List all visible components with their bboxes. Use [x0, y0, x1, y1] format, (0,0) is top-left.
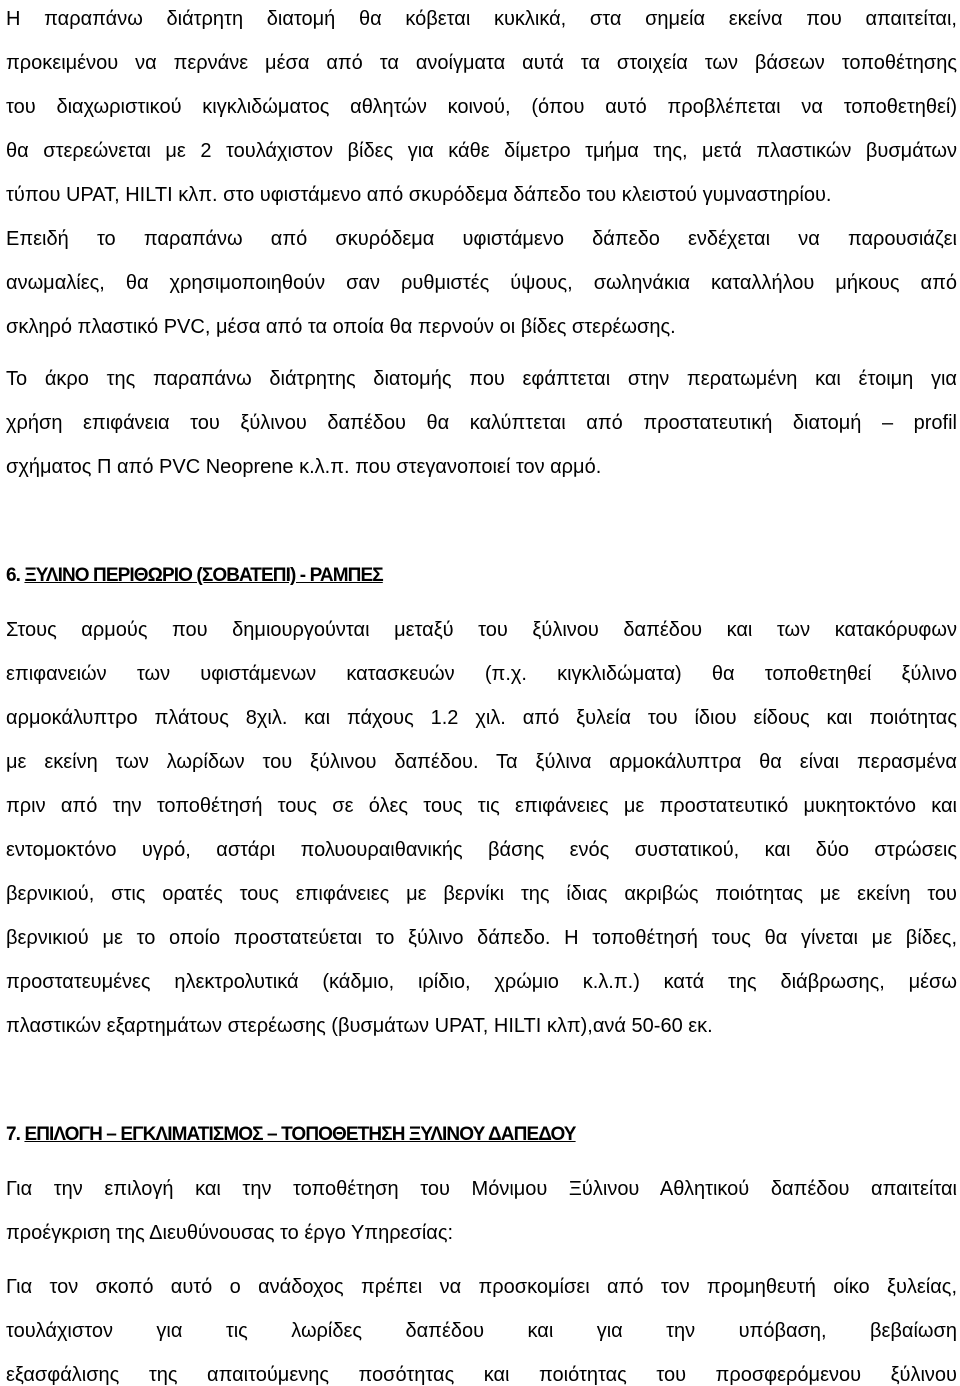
- text-line: χρήση επιφάνεια του ξύλινου δαπέδου θα καλύπτεται από προστατευτική διατομή – profil: [6, 412, 957, 434]
- text-line: προκειμένου να περνάνε μέσα από τα ανοίγματα αυτά τα στοιχεία των βάσεων τοποθέτησης: [6, 52, 957, 74]
- text-line: Για την επιλογή και την τοποθέτηση του Μόνιμου Ξύλινου Αθλητικού δαπέδου απαιτείται: [6, 1178, 957, 1200]
- section-title: ΕΠΙΛΟΓΗ – ΕΓΚΛΙΜΑΤΙΣΜΟΣ – ΤΟΠΟΘΕΤΗΣΗ ΞΥΛΙΝΟΥ ΔΑΠΕΔΟΥ: [24, 1124, 576, 1145]
- text-line: προστατευμένες ηλεκτρολυτικά (κάδμιο, ιρίδιο, χρώμιο κ.λ.π.) κατά της διάβρωσης, μέσω: [6, 971, 957, 993]
- text-line: πλαστικών εξαρτημάτων στερέωσης (βυσμάτων UPAT, HILTI κλπ),ανά 50-60 εκ.: [6, 1015, 713, 1037]
- text-line: τουλάχιστον για τις λωρίδες δαπέδου και για την υπόβαση, βεβαίωση: [6, 1320, 957, 1342]
- text-line: προέγκριση της Διευθύνουσας το έργο Υπηρεσίας:: [6, 1222, 454, 1244]
- text-line: εντομοκτόνο υγρό, αστάρι πολυουραιθανικής βάσης ενός συστατικού, και δύο στρώσεις: [6, 839, 957, 861]
- text-line: Η παραπάνω διάτρητη διατομή θα κόβεται κυκλικά, στα σημεία εκείνα που απαιτείται,: [6, 8, 957, 30]
- text-line: Στους αρμούς που δημιουργούνται μεταξύ του ξύλινου δαπέδου και των κατακόρυφων: [6, 619, 957, 641]
- text-line: Για τον σκοπό αυτό ο ανάδοχος πρέπει να προσκομίσει από τον προμηθευτή οίκο ξυλείας,: [6, 1276, 957, 1298]
- text-line: πριν από την τοποθέτησή τους σε όλες τους τις επιφάνειες με προστατευτικό μυκητοκτόνο και: [6, 795, 957, 817]
- text-line: θα στερεώνεται με 2 τουλάχιστον βίδες για κάθε δίμετρο τμήμα της, μετά πλαστικών βυσμάτων: [6, 140, 957, 162]
- text-line: Το άκρο της παραπάνω διάτρητης διατομής που εφάπτεται στην περατωμένη και έτοιμη για: [6, 368, 957, 390]
- text-line: επιφανειών των υφιστάμενων κατασκευών (π.χ. κιγκλιδώματα) θα τοποθετηθεί ξύλινο: [6, 663, 957, 685]
- text-line: βερνικιού με το οποίο προστατεύεται το ξύλινο δάπεδο. Η τοποθέτησή τους θα γίνεται με βίδες,: [6, 927, 957, 949]
- text-line: Επειδή το παραπάνω από σκυρόδεμα υφιστάμενο δάπεδο ενδέχεται να παρουσιάζει: [6, 228, 957, 250]
- text-line: του διαχωριστικού κιγκλιδώματος αθλητών κοινού, (όπου αυτό προβλέπεται να τοποθετηθεί): [6, 96, 957, 118]
- section-title: ΞΥΛΙΝΟ ΠΕΡΙΘΩΡΙΟ (ΣΟΒΑΤΕΠΙ) - ΡΑΜΠΕΣ: [24, 565, 383, 586]
- text-line: τύπου UPAT, HILTI κλπ. στο υφιστάμενο από σκυρόδεμα δάπεδο του κλειστού γυμναστηρίου.: [6, 184, 832, 206]
- text-line: ανωμαλίες, θα χρησιμοποιηθούν σαν ρυθμιστές ύψους, σωληνάκια καταλλήλου μήκους από: [6, 272, 957, 294]
- section-number: 7.: [6, 1124, 21, 1145]
- text-line: με εκείνη των λωρίδων του ξύλινου δαπέδου. Τα ξύλινα αρμοκάλυπτρα θα είναι περασμένα: [6, 751, 957, 773]
- text-line: αρμοκάλυπτρο πλάτους 8χιλ. και πάχους 1.2 χιλ. από ξυλεία του ίδιου είδους και ποιότητας: [6, 707, 957, 729]
- text-line: σκληρό πλαστικό PVC, μέσα από τα οποία θα περνούν οι βίδες στερέωσης.: [6, 316, 676, 338]
- section-heading: [6, 564, 383, 588]
- text-line: εξασφάλισης της απαιτούμενης ποσότητας και ποιότητας του προσφερόμενου ξύλινου: [6, 1364, 957, 1386]
- text-line: βερνικιού, στις ορατές τους επιφάνειες με βερνίκι της ίδιας ακριβώς ποιότητας με εκείνη του: [6, 883, 957, 905]
- section-number: 6.: [6, 565, 21, 586]
- text-line: σχήματος Π από PVC Neoprene κ.λ.π. που στεγανοποιεί τον αρμό.: [6, 456, 602, 478]
- section-heading: [6, 1123, 576, 1147]
